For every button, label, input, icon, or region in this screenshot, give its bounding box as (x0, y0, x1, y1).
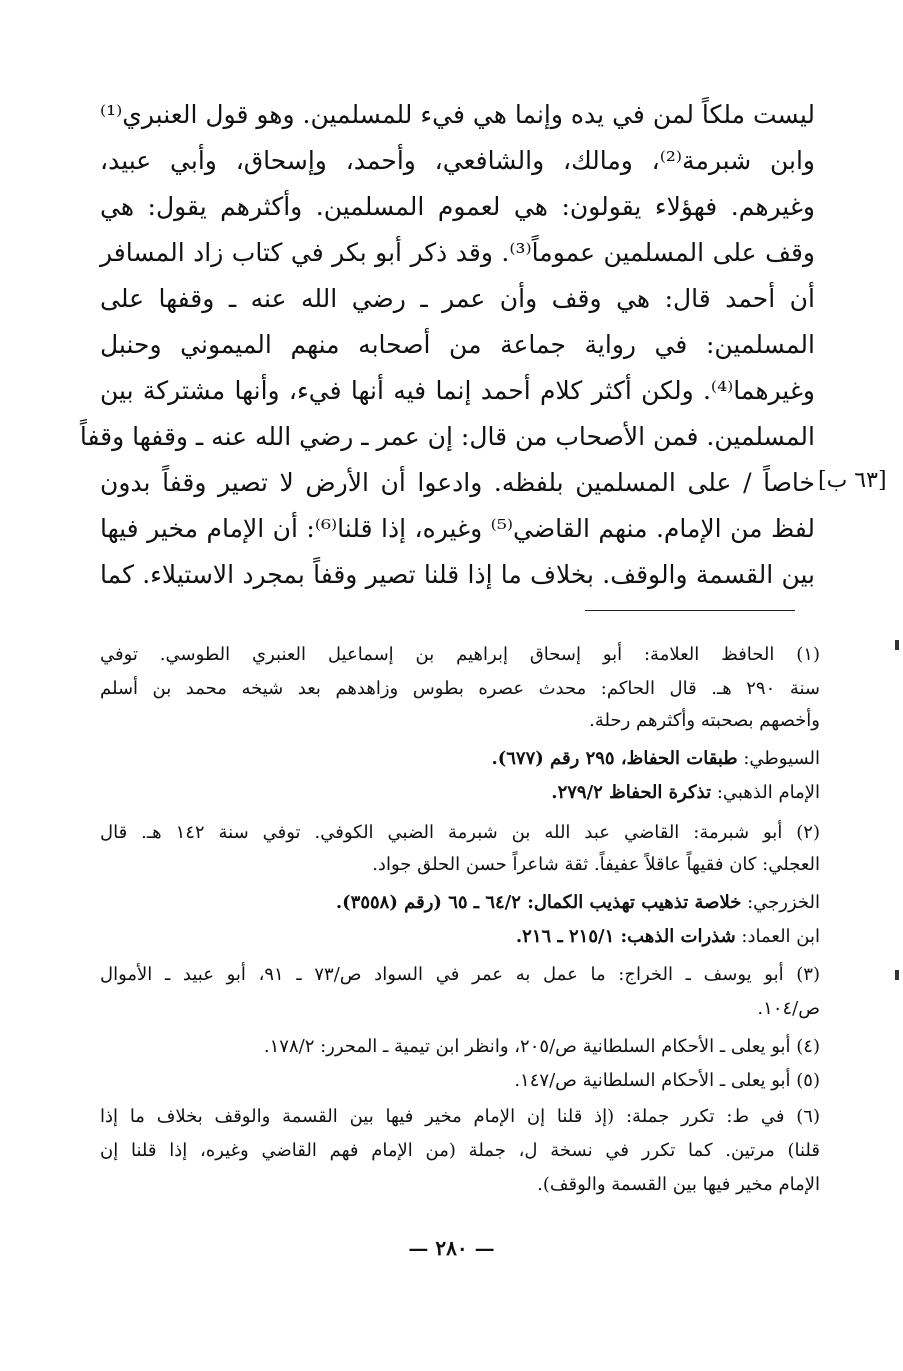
footnote-6-line-1: (٦) في ط: تكرر جملة: (إذ قلنا إن الإمام مخير فيها بين القسمة والوقف بخلاف ما إذا (100, 1106, 820, 1127)
footnote-5: (٥) أبو يعلى ـ الأحكام السلطانية ص/١٤٧. (514, 1070, 820, 1091)
ref-title: تذكرة الحفاظ ٢٧٩/٢. (551, 782, 712, 803)
main-line: المسلمين. فمن الأصحاب من قال: إن عمر ـ رضي الله عنه ـ وقفها وقفاً (79, 422, 815, 451)
footnote-1-line-1: (١) الحافظ العلامة: أبو إسحاق إبراهيم بن إسماعيل العنبري الطوسي. توفي (100, 644, 820, 665)
footnote-4: (٤) أبو يعلى ـ الأحكام السلطانية ص/٢٠٥، وانظر ابن تيمية ـ المحرر: ١٧٨/٢. (263, 1036, 820, 1057)
ref-author: ابن العماد: (741, 926, 820, 947)
main-line: لفظ من الإمام. منهم القاضي⁽⁵⁾ وغيره، إذا قلنا⁽⁶⁾: أن الإمام مخير فيها (100, 514, 815, 543)
ref-author: الخزرجي: (747, 892, 820, 913)
ref-author: الإمام الذهبي: (716, 782, 820, 803)
ref-title: شذرات الذهب: ٢١٥/١ ـ ٢١٦. (515, 926, 736, 947)
main-line: المسلمين: في رواية جماعة من أصحابه منهم الميموني وحنبل (100, 330, 815, 359)
main-text (79, 92, 815, 598)
footnote-1-line-3: وأخصهم بصحبته وأكثرهم رحلة. (589, 710, 820, 731)
main-line: بين القسمة والوقف. بخلاف ما إذا قلنا تصير وقفاً بمجرد الاستيلاء. كما (100, 560, 815, 589)
footnote-separator (585, 610, 795, 611)
footnote-6-line-2: قلنا) مرتين. كما تكرر في نسخة ل، جملة (من الإمام فهم القاضي وغيره، إذا قلنا إن (100, 1140, 820, 1161)
ref-title: طبقات الحفاظ، ٢٩٥ رقم (٦٧٧). (491, 748, 738, 769)
footnote-1-ref-2 (100, 778, 858, 808)
footnote-3-line-1: (٣) أبو يوسف ـ الخراج: ما عمل به عمر في السواد ص/٧٣ ـ ٩١، أبو عبيد ـ الأموال (100, 964, 820, 985)
footnote-2-line-1: (٢) أبو شبرمة: القاضي عبد الله بن شبرمة الضبي الكوفي. توفي سنة ١٤٢ هـ. قال (100, 822, 820, 843)
footnote-2-ref-2 (100, 922, 858, 952)
scan-edge-mark (895, 640, 899, 650)
main-line: ليست ملكاً لمن في يده وإنما هي فيء للمسلمين. وهو قول العنبري⁽¹⁾ (100, 100, 815, 129)
main-line: وغيرهما⁽⁴⁾. ولكن أكثر كلام أحمد إنما فيه أنها فيء، وأنها مشتركة بين (100, 376, 815, 405)
footnote-6-line-3: الإمام مخير فيها بين القسمة والوقف). (537, 1174, 820, 1195)
ref-title: خلاصة تذهيب تهذيب الكمال: ٦٤/٢ ـ ٦٥ (رقم (٣٥٥٨). (335, 892, 742, 913)
footnote-1-ref-1 (100, 744, 858, 774)
page-number: — ٢٨٠ — (408, 1236, 495, 1260)
main-line: أن أحمد قال: هي وقف وأن عمر ـ رضي الله عنه ـ وقفها على (100, 284, 815, 313)
footnote-3-line-2: ص/١٠٤. (757, 998, 820, 1019)
main-line: وابن شبرمة⁽²⁾، ومالك، والشافعي، وأحمد، وإسحاق، وأبي عبيد، (100, 146, 815, 175)
ref-author: السيوطي: (743, 748, 820, 769)
main-line: وغيرهم. فهؤلاء يقولون: هي لعموم المسلمين. وأكثرهم يقول: هي (100, 192, 815, 221)
main-line: خاصاً / على المسلمين بلفظه. وادعوا أن الأرض لا تصير وقفاً بدون (100, 468, 815, 497)
footnote-2-ref-1 (100, 888, 858, 918)
main-line: وقف على المسلمين عموماً⁽³⁾. وقد ذكر أبو بكر في كتاب زاد المسافر (100, 238, 815, 267)
scan-edge-mark (895, 970, 899, 980)
footnote-2-line-2: العجلي: كان فقيهاً عاقلاً عفيفاً. ثقة شاعراً حسن الحلق جواد. (372, 854, 820, 875)
footnote-1-line-2: سنة ٢٩٠ هـ. قال الحاكم: محدث عصره بطوس وزاهدهم بعد شيخه محمد بن أسلم (100, 678, 820, 699)
margin-folio-note: [٦٣ ب] (818, 468, 887, 493)
